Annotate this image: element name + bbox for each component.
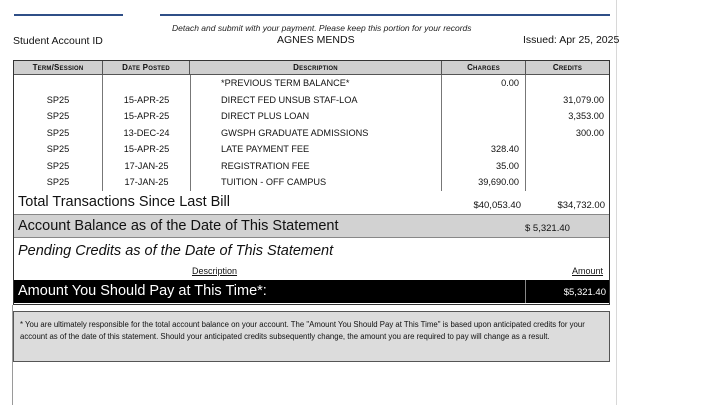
issued-date: Issued: Apr 25, 2025 <box>523 34 620 46</box>
row-credit: 31,079.00 <box>563 94 604 105</box>
row-description: LATE PAYMENT FEE <box>221 144 310 154</box>
amount-due-label: Amount You Should Pay at This Time*: <box>18 283 267 299</box>
account-balance-label: Account Balance as of the Date of This Statement <box>18 218 339 234</box>
pending-description-header: Description <box>192 266 238 276</box>
pending-amount-header: Amount <box>572 266 604 276</box>
column-header-credits: Credits <box>526 61 609 75</box>
total-transactions-label: Total Transactions Since Last Bill <box>18 194 230 210</box>
page-edge <box>616 0 720 405</box>
top-rule-right <box>160 14 610 16</box>
row-charge: 39,690.00 <box>478 177 519 187</box>
column-header-date: Date Posted <box>103 61 190 75</box>
account-balance-row <box>14 214 609 238</box>
row-term: SP25 <box>46 94 70 105</box>
account-balance-amount: $ 5,321.40 <box>525 223 570 234</box>
column-divider <box>190 75 191 191</box>
total-charges: $40,053.40 <box>473 200 521 211</box>
detach-instruction: Detach and submit with your payment. Please keep this portion for your records <box>172 23 472 33</box>
row-date: 13-DEC-24 <box>123 127 170 138</box>
total-credits: $34,732.00 <box>557 200 605 211</box>
row-description: DIRECT FED UNSUB STAF-LOA <box>221 94 358 105</box>
row-term: SP25 <box>46 160 70 171</box>
row-date: 17-JAN-25 <box>124 177 169 187</box>
amount-due-value: $5,321.40 <box>563 287 606 298</box>
responsibility-footnote: * You are ultimately responsible for the total account balance on your account. The "Amount You Should Pay at This Time" is based upon anticipated credits for your account as of the date of this statement. Should your anticipated credits subsequently change, the amount you are required to pay will change as a result. <box>13 311 610 362</box>
row-description: *PREVIOUS TERM BALANCE* <box>221 78 350 88</box>
row-date: 15-APR-25 <box>123 111 170 121</box>
row-description: DIRECT PLUS LOAN <box>221 111 310 121</box>
row-credit: 3,353.00 <box>568 111 604 121</box>
column-divider <box>441 75 442 191</box>
account-id-label: Student Account ID <box>13 35 103 47</box>
amount-due-row <box>14 280 609 303</box>
pending-credits-label: Pending Credits as of the Date of This Statement <box>18 243 334 259</box>
row-date: 15-APR-25 <box>123 144 170 154</box>
account-ledger <box>13 60 610 305</box>
row-date: 15-APR-25 <box>123 94 170 105</box>
row-credit: 300.00 <box>575 127 604 138</box>
row-description: REGISTRATION FEE <box>221 160 310 171</box>
row-term: SP25 <box>46 111 70 121</box>
column-header-description: Description <box>190 61 442 75</box>
column-header-term: Term/Session <box>14 61 103 75</box>
row-date: 17-JAN-25 <box>124 160 169 171</box>
column-header-charges: Charges <box>442 61 526 75</box>
row-charge: 35.00 <box>496 160 519 171</box>
row-charge: 328.40 <box>490 144 519 154</box>
row-term: SP25 <box>46 177 70 187</box>
row-charge: 0.00 <box>501 78 519 88</box>
student-name: AGNES MENDS <box>277 34 355 46</box>
row-description: GWSPH GRADUATE ADMISSIONS <box>221 127 369 138</box>
row-term: SP25 <box>46 144 70 154</box>
top-rule-left <box>14 14 123 16</box>
row-term: SP25 <box>46 127 70 138</box>
row-description: TUITION - OFF CAMPUS <box>221 177 327 187</box>
